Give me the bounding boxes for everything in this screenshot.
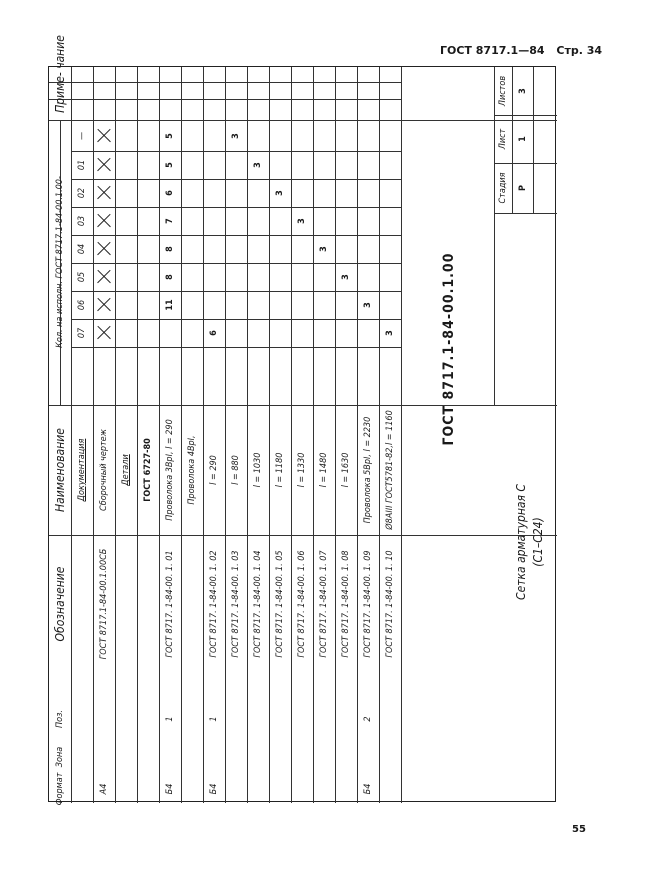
variant-header-7: 07: [77, 327, 87, 339]
qty-cross-mark: [97, 270, 111, 284]
row-format: Б4: [209, 783, 219, 795]
row-qty-value: 3: [253, 162, 263, 168]
stage-label: Стадия: [498, 172, 508, 204]
row-line-11: [313, 67, 314, 803]
qty-col-line-0: [71, 151, 401, 152]
qty-col-line-2: [71, 207, 401, 208]
stage-value: Р: [518, 185, 528, 191]
row-qty-value: 11: [165, 299, 175, 311]
sheets-value: 3: [518, 88, 528, 94]
row-qty-value: 6: [165, 190, 175, 196]
zone-header: Зона: [55, 746, 65, 768]
row-designation: ГОСТ 8717. 1-84-00. 1. 10: [385, 550, 395, 658]
row-designation: ГОСТ 8717. 1-84-00. 1. 03: [231, 550, 241, 658]
stage-grid-hline-0: [494, 115, 557, 116]
row-pos: 2: [363, 716, 373, 722]
row-name: l = 1180: [275, 452, 285, 488]
qty-cross-mark: [97, 242, 111, 256]
qty-col-line-5: [71, 291, 401, 292]
row-qty-value: 3: [297, 218, 307, 224]
row-qty-value: 8: [165, 274, 175, 280]
qty-title: Кол. на исполн. ГОСТ 8717.1-84-00.1.00-: [55, 176, 65, 348]
row-line-7: [225, 67, 226, 803]
row-designation: ГОСТ 8717.1-84-00.1.00СБ: [99, 548, 109, 660]
qty-cross-mark: [97, 186, 111, 200]
title-block-divider: [494, 67, 495, 405]
row-name: Проволока 4ВрI,: [187, 435, 197, 505]
page-header: [440, 44, 602, 57]
row-name: l = 1630: [341, 452, 351, 488]
qty-col-line-4: [71, 263, 401, 264]
row-name: l = 290: [209, 455, 219, 485]
row-line-4: [159, 67, 160, 803]
row-qty-value: 3: [231, 132, 241, 139]
row-qty-value: 3: [275, 190, 285, 196]
sheet-label: Лист: [498, 128, 508, 150]
page-number: 55: [572, 824, 586, 835]
qty-col-line-6: [71, 319, 401, 320]
title-subtitle: (С1–С24): [531, 517, 545, 567]
row-name: l = 1480: [319, 452, 329, 488]
designation-header: Обозначение: [53, 566, 67, 642]
row-designation: ГОСТ 8717. 1-84-00. 1. 08: [341, 550, 351, 658]
row-line-14: [379, 67, 380, 803]
qty-col-line-3: [71, 235, 401, 236]
row-line-3: [137, 67, 138, 803]
variant-header-2: 02: [77, 187, 87, 199]
row-name: Детали: [121, 454, 131, 486]
title-block-border: [401, 67, 402, 803]
row-qty-value: 3: [385, 330, 395, 336]
row-qty-value: 6: [209, 330, 219, 336]
row-format: Б4: [363, 783, 373, 795]
row-line-10: [291, 67, 292, 803]
name-header: Наименование: [53, 428, 67, 512]
qty-col-line-7: [71, 347, 401, 348]
row-designation: ГОСТ 8717. 1-84-00. 1. 05: [275, 550, 285, 658]
row-pos: 1: [165, 716, 175, 722]
variant-header-3: 03: [77, 215, 87, 227]
row-designation: ГОСТ 8717. 1-84-00. 1. 01: [165, 550, 175, 658]
row-line-12: [335, 67, 336, 803]
row-line-5: [181, 67, 182, 803]
row-name: l = 880: [231, 455, 241, 485]
sheets-label: Листов: [498, 75, 508, 107]
stage-grid-line-1: [533, 67, 534, 213]
qty-cross-mark: [97, 158, 111, 172]
row-line-8: [247, 67, 248, 803]
row-format: Б4: [165, 783, 175, 795]
row-name: l = 1030: [253, 452, 263, 488]
variant-header-4: 04: [77, 243, 87, 255]
page-label: Стр. 34: [556, 44, 603, 57]
row-name: Проволока 5ВрI, l = 2230: [363, 416, 373, 524]
specification-sheet: [48, 35, 556, 806]
row-line-9: [269, 67, 270, 803]
band-line-0: [49, 120, 557, 121]
note-header: Приме- чание: [53, 35, 67, 113]
row-name: Документация: [77, 438, 87, 502]
row-designation: ГОСТ 8717. 1-84-00. 1. 06: [297, 550, 307, 658]
qty-col-line-1: [71, 179, 401, 180]
row-name: Сборочный чертеж: [99, 429, 109, 511]
stage-grid-line-0: [512, 67, 513, 213]
qty-cross-mark: [97, 129, 111, 143]
row-name: Проволока 3ВрI, l = 290: [165, 419, 175, 521]
row-line-1: [93, 67, 94, 803]
standard-code: ГОСТ 8717.1—84: [440, 44, 545, 57]
stage-grid-hline-2: [494, 213, 557, 214]
row-line-0: [71, 67, 72, 803]
row-name: Ø8АIII ГОСТ5781-82,l = 1160: [385, 410, 395, 530]
row-qty-value: 3: [341, 274, 351, 280]
row-designation: ГОСТ 8717. 1-84-00. 1. 04: [253, 550, 263, 658]
title-designation: ГОСТ 8717.1-84-00.1.00: [441, 252, 457, 446]
format-header: Формат: [55, 772, 65, 806]
row-designation: ГОСТ 8717. 1-84-00. 1. 09: [363, 550, 373, 658]
row-qty-value: 8: [165, 246, 175, 252]
row-qty-value: 3: [363, 302, 373, 308]
row-pos: 1: [209, 716, 219, 722]
title-name: Сетка арматурная С: [514, 484, 528, 600]
variant-header-6: 06: [77, 299, 87, 311]
row-qty-value: 5: [165, 162, 175, 168]
row-designation: ГОСТ 8717. 1-84-00. 1. 02: [209, 550, 219, 658]
qty-cross-mark: [97, 214, 111, 228]
row-line-13: [357, 67, 358, 803]
qty-cross-mark: [97, 326, 111, 340]
stage-grid-hline-1: [494, 163, 557, 164]
band-line-2: [49, 535, 557, 536]
qty-cross-mark: [97, 298, 111, 312]
row-qty-value: 3: [319, 246, 329, 252]
variant-header-1: 01: [77, 159, 87, 171]
pos-header: Поз.: [55, 710, 65, 728]
variant-header-5: 05: [77, 271, 87, 283]
row-line-6: [203, 67, 204, 803]
variant-header-0: —: [77, 131, 87, 140]
row-line-2: [115, 67, 116, 803]
row-name: l = 1330: [297, 452, 307, 488]
row-qty-value: 7: [165, 218, 175, 224]
row-designation: ГОСТ 8717. 1-84-00. 1. 07: [319, 550, 329, 658]
row-format: А4: [99, 783, 109, 795]
row-qty-value: 5: [165, 132, 175, 139]
row-name: ГОСТ 6727-80: [143, 438, 153, 502]
band-line-1: [49, 405, 557, 406]
sheet-value: 1: [518, 136, 528, 142]
